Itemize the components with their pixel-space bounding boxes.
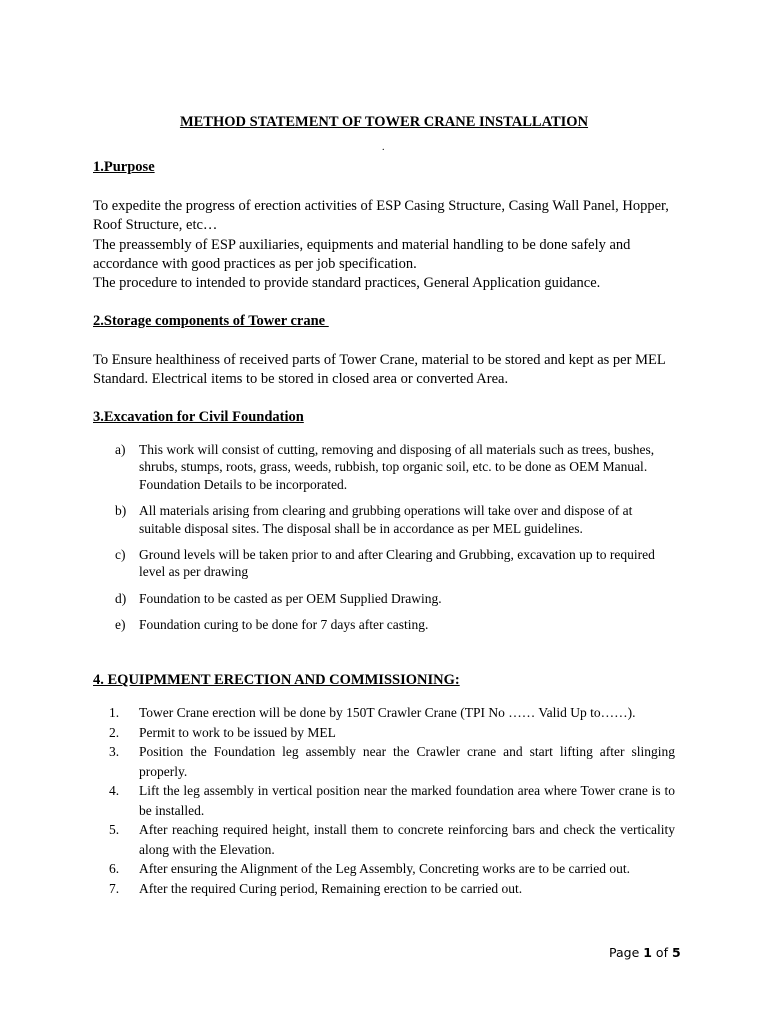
- list-marker: a): [115, 442, 126, 457]
- list-item-text: Foundation to be casted as per OEM Supplied Drawing.: [139, 590, 442, 606]
- list-item-text: Ground levels will be taken prior to and after Clearing and Grubbing, excavation up to required level as per drawing: [139, 547, 655, 580]
- list-item-text: After ensuring the Alignment of the Leg Assembly, Concreting works are to be carried out.: [139, 861, 630, 876]
- list-item: [93, 590, 675, 607]
- stray-mark: .: [382, 142, 385, 153]
- list-item: [93, 879, 675, 899]
- list-item-text: This work will consist of cutting, removing and disposing of all materials such as trees, bushes, shrubs, stumps, roots, grass, weeds, rubbish, top organic soil, etc. to be done as OEM Manual. Foundation Details to be incorporated.: [139, 442, 655, 492]
- purpose-line-3: The procedure to intended to provide standard practices, General Application guidance.: [93, 275, 601, 292]
- list-item: [93, 441, 675, 493]
- purpose-line-2: The preassembly of ESP auxiliaries, equipments and material handling to be done safely and accordance with good practices as per job specification.: [93, 236, 631, 272]
- list-marker: c): [115, 547, 126, 563]
- list-item-text: After reaching required height, install them to concrete reinforcing bars and check the verticality along with the Elevation.: [139, 822, 675, 857]
- current-page: 1: [643, 945, 652, 960]
- list-item: [93, 502, 675, 537]
- list-item: [93, 546, 675, 581]
- list-item-text: Foundation curing to be done for 7 days after casting.: [139, 617, 429, 633]
- section-heading-purpose: 1.Purpose: [93, 159, 155, 175]
- list-marker: 3.: [109, 744, 120, 759]
- erection-list: [93, 703, 675, 898]
- list-item-text: Permit to work to be issued by MEL: [139, 724, 336, 740]
- section-heading-erection: 4. EQUIPMMENT ERECTION AND COMMISSIONING:: [93, 672, 460, 688]
- list-item-text: All materials arising from clearing and grubbing operations will take over and dispose of at suitable disposal sites. The disposal shall be in accordance as per MEL guidelines.: [139, 503, 633, 536]
- list-item: [93, 703, 675, 723]
- list-marker: 5.: [109, 822, 120, 837]
- purpose-line-1: To expedite the progress of erection activities of ESP Casing Structure, Casing Wall Panel, Hopper, Roof Structure, etc…: [93, 198, 669, 234]
- list-item: [93, 781, 675, 820]
- excavation-list: [93, 441, 675, 643]
- total-pages: 5: [671, 945, 681, 960]
- page-label: Page: [609, 945, 644, 960]
- list-marker: 7.: [109, 880, 120, 896]
- list-marker: d): [115, 590, 127, 606]
- list-item: [93, 820, 675, 859]
- section-heading-excavation: 3.Excavation for Civil Foundation: [93, 409, 304, 425]
- list-marker: 4.: [109, 783, 120, 798]
- list-item-text: After the required Curing period, Remaining erection to be carried out.: [139, 880, 523, 896]
- list-marker: b): [115, 503, 127, 519]
- document-title: METHOD STATEMENT OF TOWER CRANE INSTALLATION: [179, 114, 589, 130]
- storage-text: To Ensure healthiness of received parts of Tower Crane, material to be stored and kept as per MEL Standard. Electrical items to be stored in closed area or converted Area.: [93, 352, 666, 388]
- list-marker: e): [115, 617, 126, 633]
- list-item-text: Position the Foundation leg assembly near the Crawler crane and start lifting after slinging properly.: [139, 744, 675, 779]
- list-item: [93, 742, 675, 781]
- list-item: [93, 616, 675, 633]
- list-item-text: Lift the leg assembly in vertical position near the marked foundation area where Tower crane is to be installed.: [139, 783, 675, 818]
- list-marker: 6.: [109, 861, 120, 876]
- list-item: [93, 723, 675, 743]
- list-marker: 2.: [109, 724, 120, 740]
- list-marker: 1.: [109, 705, 120, 720]
- page-number: [609, 945, 681, 960]
- section-heading-storage: 2.Storage components of Tower crane: [93, 313, 329, 329]
- of-label: of: [651, 945, 672, 960]
- list-item: [93, 859, 675, 879]
- list-item-text: Tower Crane erection will be done by 150T Crawler Crane (TPI No …… Valid Up to……).: [139, 705, 636, 720]
- storage-paragraph: [93, 351, 675, 390]
- purpose-paragraph: [93, 197, 675, 293]
